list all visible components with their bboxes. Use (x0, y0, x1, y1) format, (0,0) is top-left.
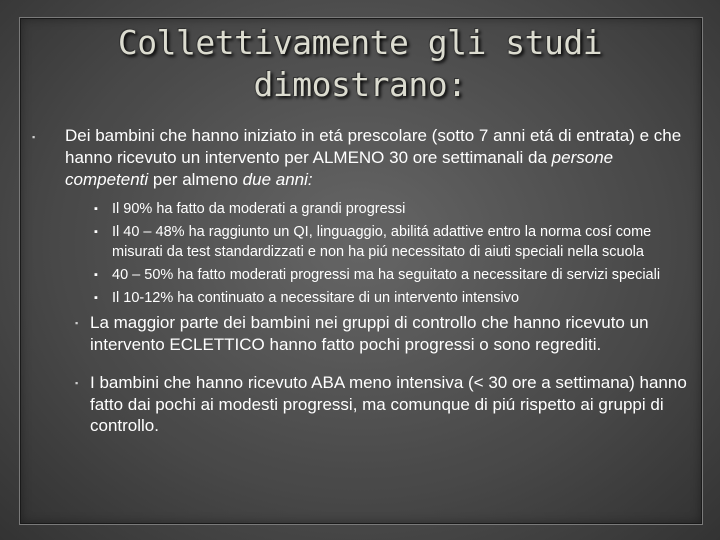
bullet-marker: ▪ (94, 226, 98, 238)
bullet-marker: ▪ (32, 132, 36, 142)
slide-body (28, 125, 688, 454)
sub-bullet-text: Il 10-12% ha continuato a necessitare di un intervento intensivo (112, 290, 520, 306)
main-bullet-text-2: per almeno (148, 170, 243, 189)
title-line-2: dimostrano: (253, 65, 467, 104)
main-bullet-italic-1: persone competenti (65, 148, 614, 189)
secondary-bullet (28, 372, 688, 437)
main-bullet (28, 125, 688, 191)
secondary-bullet-text: I bambini che hanno ricevuto ABA meno intensiva (< 30 ore a settimana) hanno fatto dai pochi ai modesti progressi, ma comunque di piú rispetto ai gruppi di controllo. (90, 373, 687, 435)
secondary-bullet-text: La maggior parte dei bambini nei gruppi di controllo che hanno ricevuto un intervento ECLETTICO hanno fatto pochi progressi o sono regrediti. (90, 313, 649, 354)
slide-title (0, 22, 720, 106)
sub-bullet (28, 199, 688, 219)
main-bullet-italic-2: due anni: (242, 170, 313, 189)
bullet-marker: ▪ (75, 378, 79, 388)
main-bullet-text-1: Dei bambini che hanno iniziato in etá prescolare (sotto 7 anni etá di entrata) e che hanno ricevuto un intervento per ALMENO 30 ore settimanali da (65, 126, 682, 167)
title-line-1: Collettivamente gli studi (117, 23, 603, 62)
secondary-bullet (28, 312, 688, 355)
sub-bullet (28, 222, 688, 262)
sub-bullet-text: Il 40 – 48% ha raggiunto un QI, linguaggio, abilitá adattive entro la norma cosí come misurati da test standardizzati e non ha piú necessitato di aiuti speciali nella scuola (112, 224, 652, 260)
sub-bullet-text: Il 90% ha fatto da moderati a grandi progressi (112, 201, 406, 217)
sub-bullet (28, 288, 688, 308)
bullet-marker: ▪ (94, 203, 98, 215)
bullet-marker: ▪ (75, 318, 79, 328)
bullet-marker: ▪ (94, 292, 98, 304)
sub-bullet-text: 40 – 50% ha fatto moderati progressi ma ha seguitato a necessitare di servizi speciali (112, 267, 661, 283)
sub-bullet (28, 265, 688, 285)
bullet-marker: ▪ (94, 269, 98, 281)
sub-bullet-list (28, 199, 688, 308)
